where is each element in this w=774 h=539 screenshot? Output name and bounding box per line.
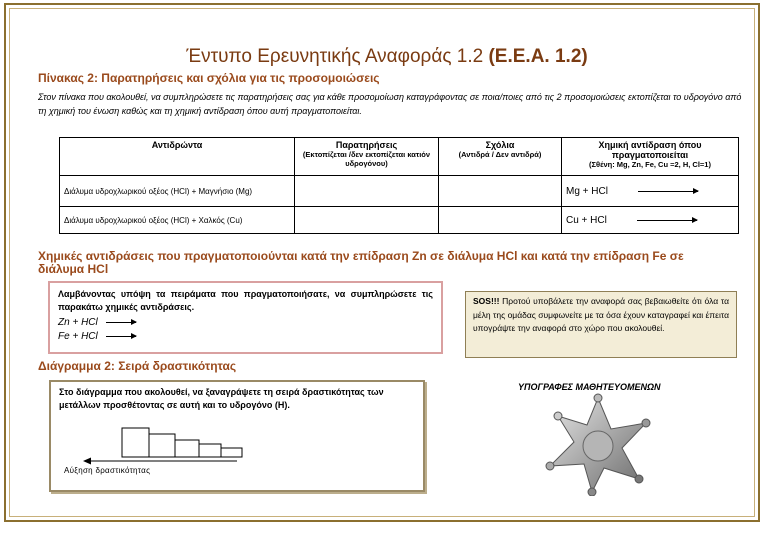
- table-row-cu-reactants: Διάλυμα υδροχλωρικού οξέος (HCl) + Χαλκός (Cu): [60, 207, 295, 234]
- equation-zn-text: Zn + HCl: [58, 317, 98, 328]
- table-row-mg-comments[interactable]: [439, 176, 562, 207]
- reaction-cu-text: Cu + HCl: [566, 214, 607, 226]
- observations-table: [59, 137, 739, 234]
- table-row-cu-observations[interactable]: [295, 207, 439, 234]
- sos-note: [465, 291, 737, 358]
- left-arrow-icon: [83, 458, 91, 465]
- header-reactants-label: Αντιδρώντα: [151, 140, 203, 150]
- step-5[interactable]: [221, 448, 242, 457]
- sos-label: SOS!!!: [473, 296, 500, 306]
- equation-fe-text: Fe + HCl: [58, 331, 98, 342]
- reactions-box: [48, 281, 443, 354]
- header-reaction-sub: (Σθένη: Mg, Zn, Fe, Cu =2, H, Cl=1): [589, 160, 711, 169]
- sos-text: Προτού υποβάλετε την αναφορά σας βεβαιωθείτε ότι όλα τα μέλη της ομάδας συμφωνείτε με τα όσα έχουν καταγραφεί και έπειτα υπογράψτε την αναφορά στο χώρο που ακολουθεί.: [473, 296, 729, 333]
- intro-text: Στον πίνακα που ακολουθεί, να συμπληρώσετε τις παρατηρήσεις σας για κάθε προσομοίωση καταγράφοντας σε ποια/ποιες από τις 2 προσομοιώσεις εκτοπίζεται το υδρογόνο από τη χημική του ένωση καθώς και τη χημική αντίδραση όπου αυτή πραγματοποιείται.: [38, 92, 742, 116]
- signatures-label: ΥΠΟΓΡΑΦΕΣ ΜΑΘΗΤΕΥΟΜΕΝΩΝ: [518, 382, 661, 392]
- table-row-mg-reaction[interactable]: [562, 176, 739, 207]
- reactions-instructions: Λαμβάνοντας υπόψη τα πειράματα που πραγματοποιήσατε, να συμπληρώσετε τις παρακάτω χημικές αντιδράσεις.: [58, 289, 433, 312]
- step-2[interactable]: [149, 434, 175, 457]
- step-3[interactable]: [175, 440, 199, 457]
- table-row-mg-observations[interactable]: [295, 176, 439, 207]
- arrow-icon: [106, 322, 136, 323]
- header-observations-label: Παρατηρήσεις: [335, 140, 398, 150]
- diagram-instructions: Στο διάγραμμα που ακολουθεί, να ξαναγράψετε τη σειρά δραστικότητας των μετάλλων προσθέτοντας σε αυτή και το υδρογόνο (Η).: [59, 387, 384, 410]
- header-comments-sub: (Αντιδρά / Δεν αντιδρά): [458, 150, 542, 159]
- header-reaction: [562, 138, 739, 176]
- table-row-mg-reactants: Διάλυμα υδροχλωρικού οξέος (HCl) + Μαγνήσιο (Mg): [60, 176, 295, 207]
- step-4[interactable]: [199, 444, 221, 457]
- reaction-mg-text: Mg + HCl: [566, 185, 608, 197]
- sheriff-star-icon: [536, 392, 660, 496]
- header-comments-label: Σχόλια: [485, 140, 515, 150]
- reaction-arrow-icon: [637, 220, 697, 221]
- reactivity-diagram-box: [49, 380, 425, 492]
- table-row-cu-comments[interactable]: [439, 207, 562, 234]
- equation-zn[interactable]: [58, 317, 433, 328]
- title-code: (Ε.Ε.Α. 1.2): [488, 46, 588, 67]
- header-observations-sub: (Εκτοπίζεται /δεν εκτοπίζεται κατιόν υδρογόνου): [302, 150, 431, 168]
- reaction-arrow-icon: [638, 191, 698, 192]
- arrow-icon: [106, 336, 136, 337]
- table-row-cu-reaction[interactable]: [562, 207, 739, 234]
- header-reaction-label: Χημική αντίδραση όπου πραγματοποιείται: [598, 140, 702, 160]
- header-reactants: [60, 138, 295, 176]
- table-heading: Πίνακας 2: Παρατηρήσεις και σχόλια για τις προσομοιώσεις: [38, 71, 380, 85]
- header-observations: [295, 138, 439, 176]
- diagram-heading: Διάγραμμα 2: Σειρά δραστικότητας: [38, 359, 237, 373]
- header-comments: [439, 138, 562, 176]
- reactivity-axis-label: Αύξηση δραστικότητας: [64, 466, 151, 475]
- title-main: Έντυπο Ερευνητικής Αναφοράς 1.2: [186, 46, 489, 67]
- page-title: [0, 46, 774, 68]
- reactions-heading: Χημικές αντιδράσεις που πραγματοποιούνται κατά την επίδραση Zn σε διάλυμα HCl και κατά την επίδραση Fe σε διάλυμα HCl: [38, 249, 684, 276]
- equation-fe[interactable]: [58, 331, 433, 342]
- step-1[interactable]: [122, 428, 149, 457]
